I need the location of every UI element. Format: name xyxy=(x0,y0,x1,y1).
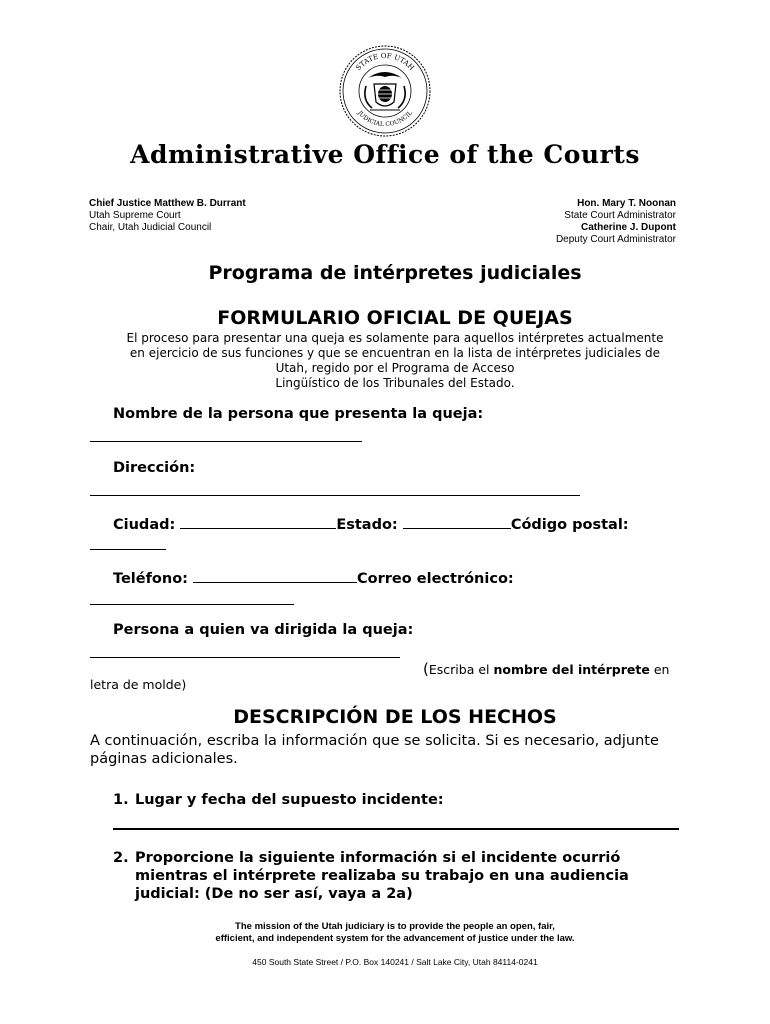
office-title: Administrative Office of the Courts xyxy=(130,140,640,169)
mission-line: The mission of the Utah judiciary is to provide the people an open, fair, xyxy=(235,921,555,932)
zip-field[interactable] xyxy=(90,549,166,550)
incident-place-date-field[interactable] xyxy=(113,828,679,830)
question-1-text: Lugar y fecha del supuesto incidente: xyxy=(135,792,444,808)
email-label: Correo electrónico: xyxy=(357,571,514,587)
intro-line: El proceso para presentar una queja es solamente para aquellos intérpretes actualmente xyxy=(126,331,664,345)
administrator-title: State Court Administrator xyxy=(564,210,676,221)
phone-field[interactable] xyxy=(193,568,357,583)
question-1-number: 1. xyxy=(113,792,129,808)
seal-bottom-text: JUDICIAL COUNCIL xyxy=(356,109,414,129)
interpreter-name-field[interactable] xyxy=(90,657,400,658)
administrator-name: Hon. Mary T. Noonan xyxy=(577,198,676,209)
note-text: en xyxy=(649,662,670,677)
chief-justice-court: Utah Supreme Court xyxy=(89,210,181,221)
complainant-name-field[interactable] xyxy=(90,441,362,442)
question-2-number: 2. xyxy=(113,850,129,866)
state-field[interactable] xyxy=(403,514,511,529)
print-note xyxy=(423,660,669,678)
deputy-title: Deputy Court Administrator xyxy=(555,234,676,245)
note-paren: ( xyxy=(423,660,429,678)
deputy-name: Catherine J. Dupont xyxy=(580,222,676,233)
phone-email-row xyxy=(113,568,514,587)
mission-line: efficient, and independent system for the advancement of justice under the law. xyxy=(215,933,575,944)
footer-address: 450 South State Street / P.O. Box 140241 / Salt Lake City, Utah 84114-0241 xyxy=(252,957,538,967)
city-state-zip-row xyxy=(113,514,629,533)
state-label: Estado: xyxy=(336,517,398,533)
phone-label: Teléfono: xyxy=(113,571,188,587)
chief-justice-role: Chair, Utah Judicial Council xyxy=(89,222,212,233)
email-field[interactable] xyxy=(90,604,294,605)
note-text: Escriba el xyxy=(428,662,494,677)
question-2-text: Proporcione la siguiente información si el incidente ocurrió mientras el intérprete realizaba su trabajo en una audiencia judicial: (De no ser así, vaya a 2a) xyxy=(135,850,629,902)
description-text: A continuación, escriba la información que se solicita. Si es necesario, adjunte páginas adicionales. xyxy=(90,733,659,767)
address-field[interactable] xyxy=(90,495,580,496)
intro-line: Lingüístico de los Tribunales del Estado. xyxy=(275,376,515,390)
intro-line: Utah, regido por el Programa de Acceso xyxy=(275,361,515,375)
print-note-line2: letra de molde) xyxy=(90,677,187,692)
address-label: Dirección: xyxy=(113,460,196,476)
city-label: Ciudad: xyxy=(113,517,176,533)
form-title: FORMULARIO OFICIAL DE QUEJAS xyxy=(217,307,573,329)
zip-label: Código postal: xyxy=(510,517,629,533)
note-bold-text: nombre del intérprete xyxy=(493,662,650,677)
city-field[interactable] xyxy=(180,514,336,529)
header-right xyxy=(556,198,676,246)
intro-line: en ejercicio de sus funciones y que se encuentran en la lista de intérpretes judiciales de xyxy=(129,346,661,360)
description-title: DESCRIPCIÓN DE LOS HECHOS xyxy=(233,706,557,728)
complainant-label: Nombre de la persona que presenta la queja: xyxy=(113,406,484,422)
header-left xyxy=(89,198,246,234)
mission-statement xyxy=(0,921,770,945)
utah-seal-icon xyxy=(338,44,432,138)
intro-text xyxy=(100,331,690,391)
chief-justice-name: Chief Justice Matthew B. Durrant xyxy=(89,198,246,209)
target-label: Persona a quien va dirigida la queja: xyxy=(113,622,414,638)
program-title: Programa de intérpretes judiciales xyxy=(208,262,582,284)
seal-top-text: STATE OF UTAH xyxy=(354,51,416,73)
